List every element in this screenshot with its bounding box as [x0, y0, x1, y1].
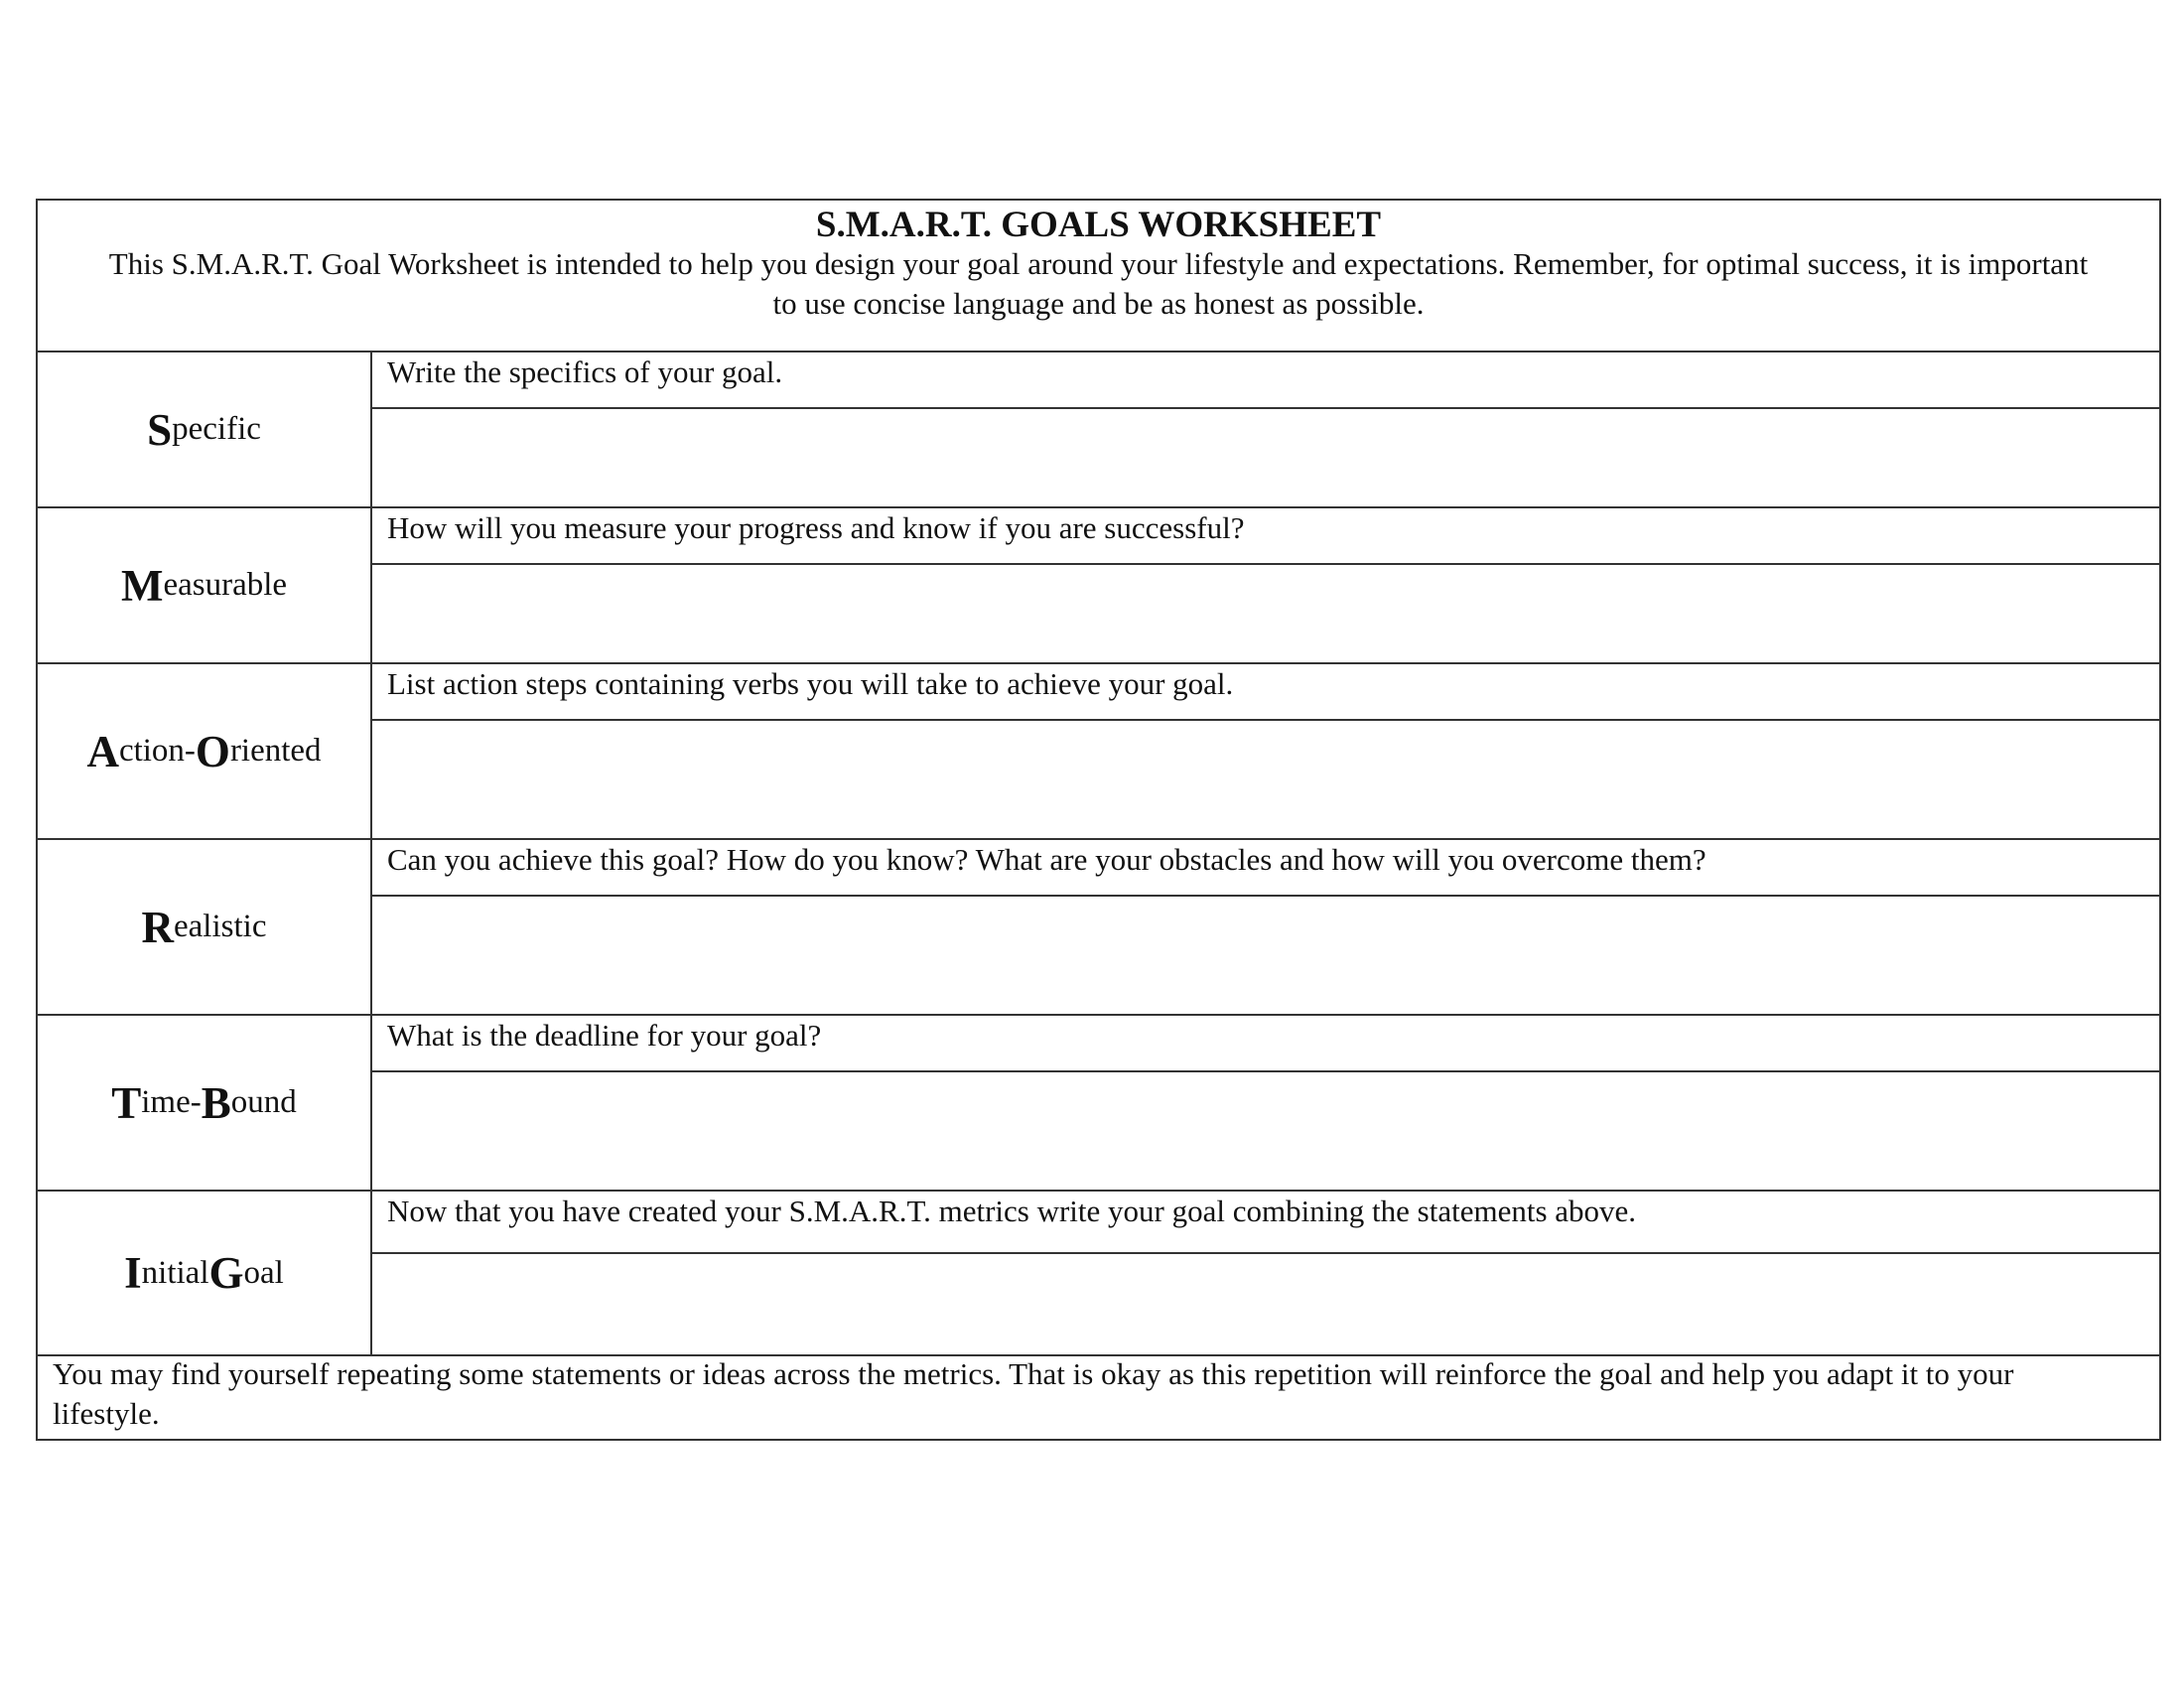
row-action-oriented	[38, 664, 2159, 840]
prompt-measurable: How will you measure your progress and know if you are successful?	[372, 508, 2159, 565]
answer-field-action-oriented[interactable]	[372, 721, 2159, 838]
answer-field-realistic[interactable]	[372, 897, 2159, 1014]
label-measurable: M easurable	[38, 508, 372, 662]
label-initial-goal: I nitial G oal	[38, 1192, 372, 1354]
prompt-action-oriented: List action steps containing verbs you will take to achieve your goal.	[372, 664, 2159, 721]
worksheet-footer-note: You may find yourself repeating some statements or ideas across the metrics. That is okay as this repetition will reinforce the goal and help you adapt it to your lifestyle.	[53, 1356, 2014, 1431]
prompt-realistic: Can you achieve this goal? How do you know? What are your obstacles and how will you overcome them?	[372, 840, 2159, 897]
label-time-bound: T ime- B ound	[38, 1016, 372, 1190]
label-specific: S pecific	[38, 352, 372, 506]
answer-field-time-bound[interactable]	[372, 1072, 2159, 1190]
row-measurable	[38, 508, 2159, 664]
worksheet-title: S.M.A.R.T. GOALS WORKSHEET	[815, 205, 1382, 245]
row-initial-goal	[38, 1192, 2159, 1356]
label-realistic: R ealistic	[38, 840, 372, 1014]
answer-field-initial-goal[interactable]	[372, 1254, 2159, 1354]
prompt-initial-goal: Now that you have created your S.M.A.R.T. metrics write your goal combining the statements above.	[372, 1192, 2159, 1254]
prompt-time-bound: What is the deadline for your goal?	[372, 1016, 2159, 1072]
label-action-oriented: A ction- O riented	[38, 664, 372, 838]
prompt-specific: Write the specifics of your goal.	[372, 352, 2159, 409]
smart-goals-worksheet	[36, 199, 2161, 1441]
worksheet-intro: This S.M.A.R.T. Goal Worksheet is intended to help you design your goal around your lifestyle and expectations. Remember, for optimal success, it is important to use concise language and be as honest as possible.	[108, 246, 2089, 321]
worksheet-header	[38, 201, 2159, 352]
row-realistic	[38, 840, 2159, 1016]
row-specific	[38, 352, 2159, 508]
row-time-bound	[38, 1016, 2159, 1192]
answer-field-specific[interactable]	[372, 409, 2159, 506]
answer-field-measurable[interactable]	[372, 565, 2159, 662]
